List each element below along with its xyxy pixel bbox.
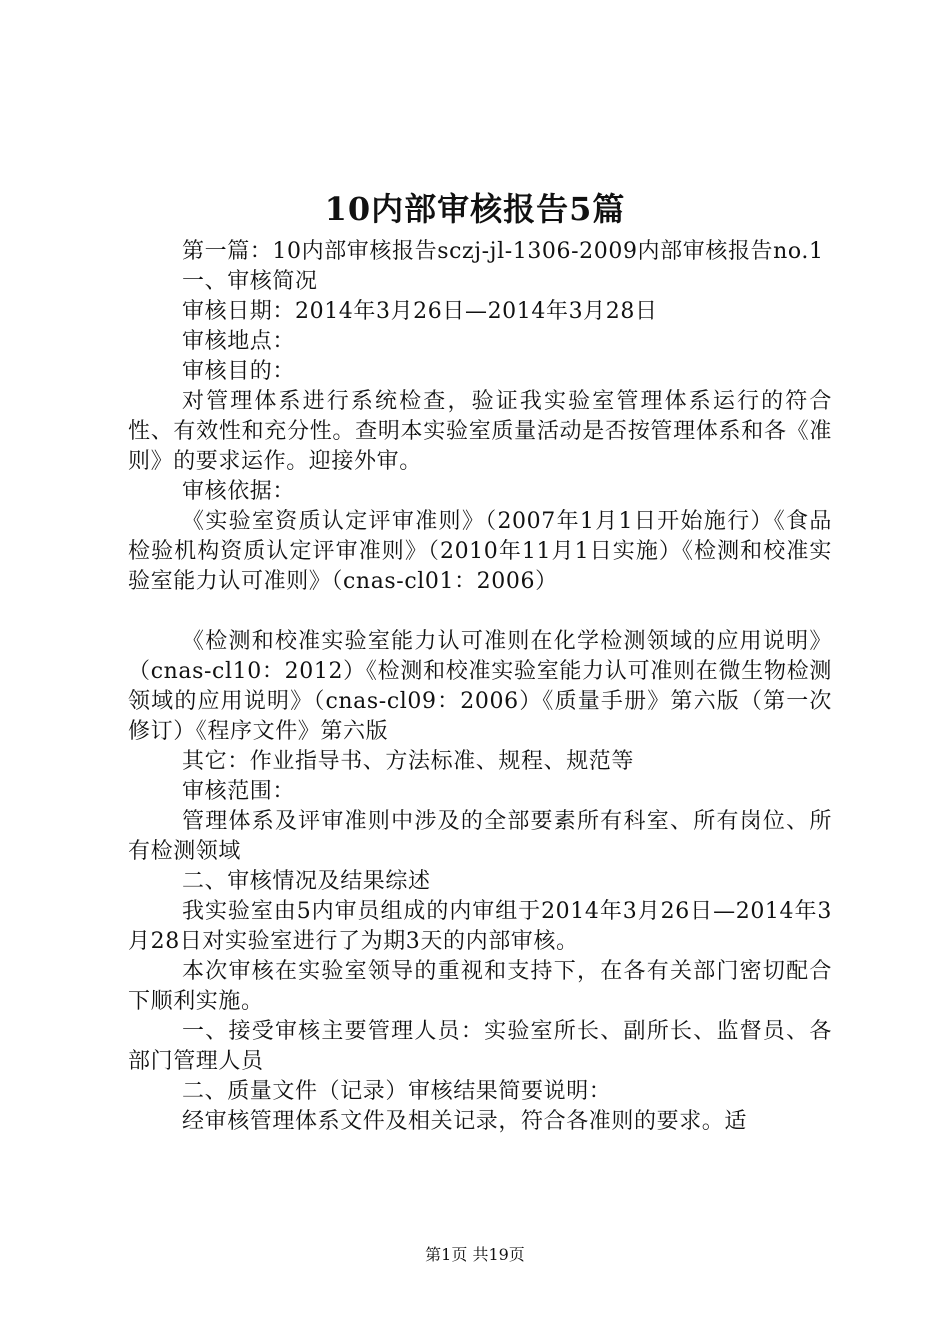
paragraph-audit-location: 审核地点： xyxy=(182,329,296,354)
document-body xyxy=(128,237,832,1137)
paragraph-audit-scope: 管理体系及评审准则中涉及的全部要素所有科室、所有岗位、所有检测领域 xyxy=(128,809,832,864)
paragraph-audit-support: 本次审核在实验室领导的重视和支持下，在各有关部门密切配合下顺利实施。 xyxy=(128,959,832,1014)
paragraph-audit-purpose-label: 审核目的： xyxy=(182,359,296,384)
paragraph-section-audit-results: 二、审核情况及结果综述 xyxy=(182,869,431,894)
paragraph-part-one-heading: 第一篇：10内部审核报告sczj-jl-1306-2009内部审核报告no.1 xyxy=(182,239,824,264)
paragraph-section-audit-overview: 一、审核简况 xyxy=(182,269,318,294)
paragraph-audit-scope-label: 审核范围： xyxy=(182,779,296,804)
paragraph-document-review-result: 经审核管理体系文件及相关记录，符合各准则的要求。适 xyxy=(182,1109,748,1134)
paragraph-document-review-heading: 二、质量文件（记录）审核结果简要说明： xyxy=(182,1079,612,1104)
paragraph-audit-basis-one: 《实验室资质认定评审准则》（2007年1月1日开始施行）《食品检验机构资质认定评审准则》（2010年11月1日实施）《检测和校准实验室能力认可准则》（cnas-cl01：2006） xyxy=(128,509,832,594)
paragraph-audit-date: 审核日期：2014年3月26日—2014年3月28日 xyxy=(182,299,658,324)
paragraph-audited-personnel: 一、接受审核主要管理人员：实验室所长、副所长、监督员、各部门管理人员 xyxy=(128,1019,832,1074)
paragraph-other-references: 其它：作业指导书、方法标准、规程、规范等 xyxy=(182,749,635,774)
page-number-footer: 第1页 共19页 xyxy=(425,1245,525,1264)
document-title: 10内部审核报告5篇 xyxy=(324,190,626,228)
blank-line xyxy=(128,597,832,627)
paragraph-audit-team: 我实验室由5内审员组成的内审组于2014年3月26日—2014年3月28日对实验室进行了为期3天的内部审核。 xyxy=(128,899,832,954)
paragraph-audit-basis-two: 《检测和校准实验室能力认可准则在化学检测领域的应用说明》（cnas-cl10：2012）《检测和校准实验室能力认可准则在微生物检测领域的应用说明》（cnas-cl09：2006）《质量手册》第六版（第一次修订）《程序文件》第六版 xyxy=(128,629,832,744)
paragraph-audit-purpose: 对管理体系进行系统检查，验证我实验室管理体系运行的符合性、有效性和充分性。查明本实验室质量活动是否按管理体系和各《准则》的要求运作。迎接外审。 xyxy=(128,389,832,474)
paragraph-audit-basis-label: 审核依据： xyxy=(182,479,296,504)
